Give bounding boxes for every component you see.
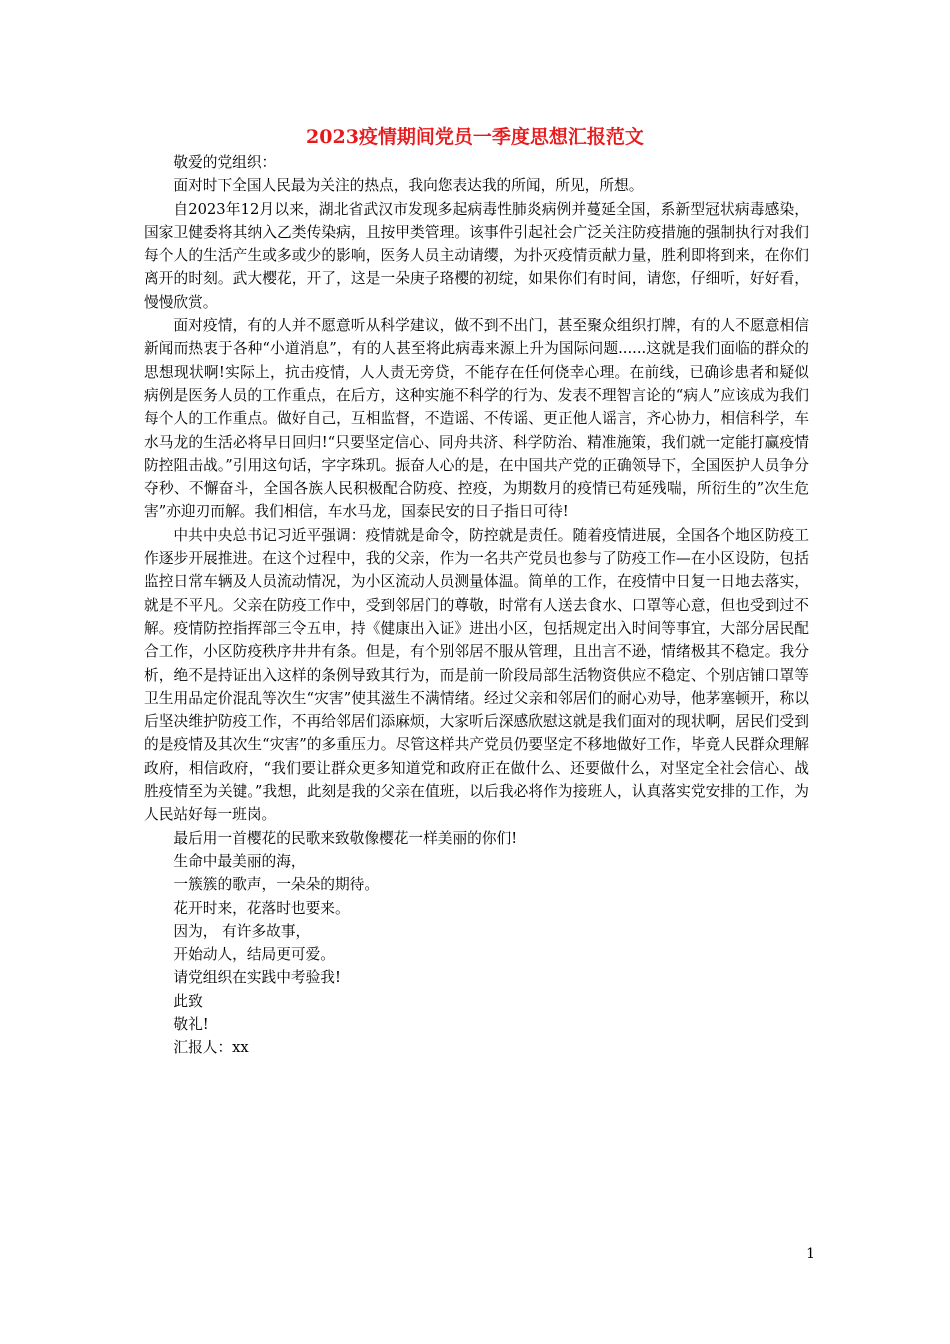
reporter-signature: 汇报人：xx — [173, 1039, 249, 1057]
page-number: 1 — [806, 1246, 815, 1262]
paragraph-outbreak: 自2023年12月以来，湖北省武汉市发现多起病毒性肺炎病例并蔓延全国，系新型冠状病毒感染，国家卫健委将其纳入乙类传染病，且按甲类管理。该事件引起社会广泛关注防疫措施的强制执行对我们每个人的生活产生或多或少的影响，医务人员主动请缨，为扑灭疫情贡献力量，胜利即将到来，在你们离开的时刻。武大樱花，开了，这是一朵庚子珞樱的初绽，如果你们有时间，请您，仔细听，好好看，慢慢欣赏。 — [144, 200, 809, 311]
paragraph-intro: 面对时下全国人民最为关注的热点，我向您表达我的所闻，所见，所想。 — [173, 177, 644, 195]
poem-line: 开始动人，结局更可爱。 — [173, 946, 335, 964]
poem-line: 因为， 有许多故事， — [173, 922, 311, 940]
paragraph-father-duty: 中共中央总书记习近平强调：疫情就是命令，防控就是责任。随着疫情进展，全国各个地区防疫工作逐步开展推进。在这个过程中，我的父亲，作为一名共产党员也参与了防疫工作—在小区设防，包括监控日常车辆及人员流动情况，为小区流动人员测量体温。简单的工作，在疫情中日复一日地去落实，就是不平凡。父亲在防疫工作中，受到邻居门的尊敬，时常有人送去食水、口罩等心意，但也受到过不解。疫情防控指挥部三令五申，持《健康出入证》进出小区，包括规定出入时间等事宜，大部分居民配合工作，小区防疫秩序井井有条。但是，有个别邻居不服从管理，且出言不逊，情绪极其不稳定。我分析，绝不是持证出入这样的条例导致其行为，而是前一阶段局部生活物资供应不稳定、个别店铺口罩等卫生用品定价混乱等次生“灾害”使其滋生不满情绪。经过父亲和邻居们的耐心劝导，他茅塞顿开，称以后坚决维护防疫工作，不再给邻居们添麻烦，大家听后深感欣慰这就是我们面对的现状啊，居民们受到的是疫情及其次生“灾害”的多重压力。尽管这样共产党员仍要坚定不移地做好工作，毕竟人民群众理解政府，相信政府，“我们要让群众更多知道党和政府正在做什么、还要做什么，对坚定全社会信心、战胜疫情至为关键。”我想，此刻是我的父亲在值班，以后我必将作为接班人，认真落实党安排的工作，为人民站好每一班岗。 — [144, 526, 809, 824]
poem-line: 生命中最美丽的海， — [173, 852, 306, 870]
paragraph-public-attitude: 面对疫情，有的人并不愿意听从科学建议，做不到不出门，甚至聚众组织打牌，有的人不愿意相信新闻而热衷于各种“小道消息”，有的人甚至将此病毒来源上升为国际问题......这就是我们面临的群众的思想现状啊!实际上，抗击疫情，人人责无旁贷，不能存在任何侥幸心理。在前线，已确诊患者和疑似病例是医务人员的工作重点，在后方，这种实施不科学的行为、发表不理智言论的“病人”应该成为我们每个人的工作重点。做好自己，互相监督，不造谣、不传谣、更正他人谣言，齐心协力，相信科学，车水马龙的生活必将早日回归!“只要坚定信心、同舟共济、科学防治、精准施策，我们就一定能打赢疫情防控阻击战。”引用这句话，字字珠玑。振奋人心的是，在中国共产党的正确领导下，全国医护人员争分夺秒、不懈奋斗，全国各族人民积极配合防疫、控疫，为期数月的疫情已苟延残喘，所衍生的”次生危害”亦迎刃而解。我们相信，车水马龙，国泰民安的日子指日可待! — [144, 317, 809, 521]
document-title: 2023疫情期间党员一季度思想汇报范文 — [306, 126, 644, 148]
poem-line: 花开时来，花落时也要来。 — [173, 899, 350, 917]
closing-jingli: 敬礼! — [173, 1015, 209, 1033]
closing-request: 请党组织在实践中考验我! — [173, 969, 341, 987]
document-body — [144, 151, 809, 1060]
paragraph-closing-song: 最后用一首樱花的民歌来致敬像樱花一样美丽的你们! — [173, 829, 518, 847]
poem-line: 一簇簇的歌声，一朵朵的期待。 — [173, 876, 380, 894]
closing-cizhi: 此致 — [173, 992, 203, 1010]
salutation: 敬爱的党组织： — [173, 154, 277, 171]
